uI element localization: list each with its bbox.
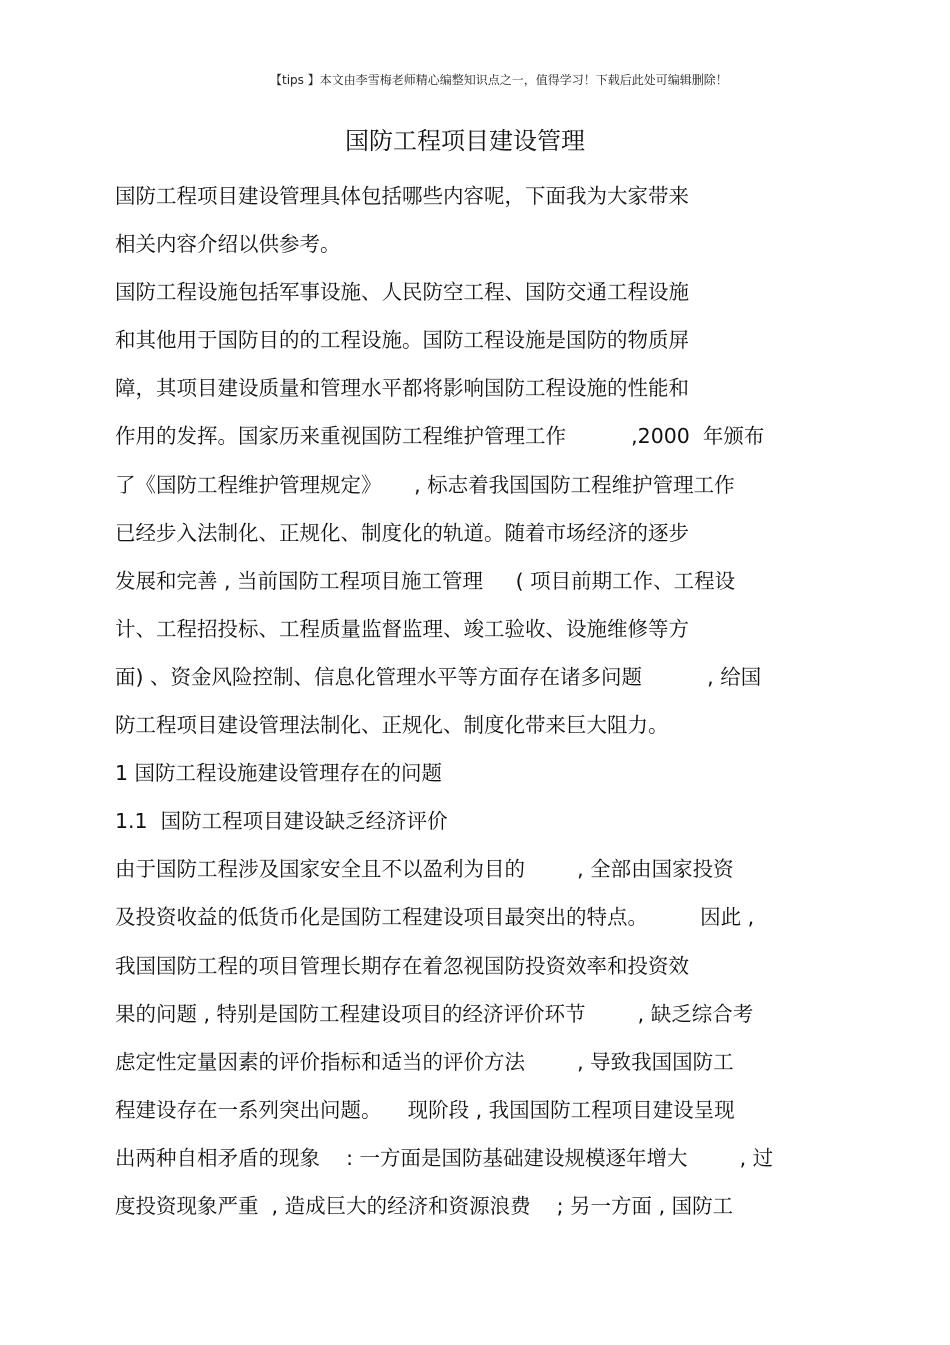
text-line: 度投资现象严重 , 造成巨大的经济和资源浪费 ; 另一方面 , 国防工 bbox=[115, 1193, 734, 1218]
text-line: 已经步入法制化、正规化、制度化的轨道。随着市场经济的逐步 bbox=[115, 520, 689, 545]
text-line: 计、工程招投标、工程质量监督监理、竣工验收、设施维修等方 bbox=[115, 616, 689, 641]
text-line: 我国国防工程的项目管理长期存在着忽视国防投资效率和投资效 bbox=[115, 953, 689, 978]
text-line: 和其他用于国防目的的工程设施。国防工程设施是国防的物质屏 bbox=[115, 328, 689, 353]
document-title: 国防工程项目建设管理 bbox=[345, 127, 585, 155]
text-line: 了《国防工程维护管理规定》 , 标志着我国国防工程维护管理工作 bbox=[115, 472, 735, 497]
text-line: 发展和完善 , 当前国防工程项目施工管理 ( 项目前期工作、工程设 bbox=[115, 568, 736, 593]
text-line: 程建设存在一系列突出问题。 现阶段 , 我国国防工程项目建设呈现 bbox=[115, 1097, 735, 1122]
text-line: 国防工程项目建设管理具体包括哪些内容呢，下面我为大家带来 bbox=[115, 184, 689, 208]
text-line: 出两种自相矛盾的现象 : 一方面是国防基础建设规模逐年增大 , 过 bbox=[115, 1145, 774, 1170]
text-line: 相关内容介绍以供参考。 bbox=[115, 232, 341, 257]
tips-header: 【tips 】本文由李雪梅老师精心编整知识点之一，值得学习！下载后此处可编辑删除！ bbox=[270, 73, 728, 87]
text-line: 由于国防工程涉及国家安全且不以盈利为目的 , 全部由国家投资 bbox=[115, 857, 734, 882]
text-line: 国防工程设施包括军事设施、人民防空工程、国防交通工程设施 bbox=[115, 280, 689, 305]
text-line: 障，其项目建设质量和管理水平都将影响国防工程设施的性能和 bbox=[115, 376, 689, 401]
text-line: 防工程项目建设管理法制化、正规化、制度化带来巨大阻力。 bbox=[115, 713, 669, 738]
section-heading: 1 国防工程设施建设管理存在的问题 bbox=[115, 761, 443, 786]
subsection-heading: 1.1 国防工程项目建设缺乏经济评价 bbox=[115, 809, 448, 834]
text-line: 及投资收益的低货币化是国防工程建设项目最突出的特点。 因此 , bbox=[115, 905, 755, 930]
text-line: 果的问题 , 特别是国防工程建设项目的经济评价环节 , 缺乏综合考 bbox=[115, 1001, 754, 1026]
text-line: 虑定性定量因素的评价指标和适当的评价方法 , 导致我国国防工 bbox=[115, 1049, 734, 1074]
text-line: 作用的发挥。国家历来重视国防工程维护管理工作 ,2000 年颁布 bbox=[115, 424, 765, 449]
text-line: 面) 、资金风险控制、信息化管理水平等方面存在诸多问题 , 给国 bbox=[115, 664, 762, 689]
document-body bbox=[115, 172, 845, 1230]
